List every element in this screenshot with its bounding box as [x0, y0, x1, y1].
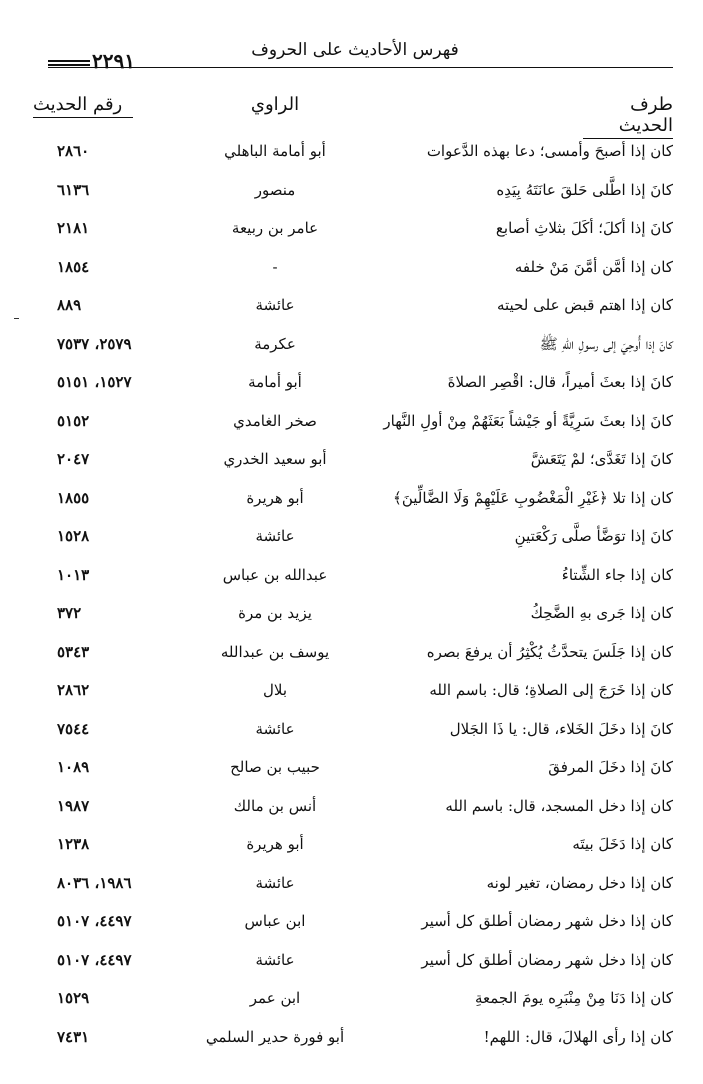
- hadith-number: ٤٤٩٧، ٥١٠٧: [57, 912, 132, 930]
- table-row: [0, 400, 703, 439]
- table-row: [0, 515, 703, 554]
- hadith-number: ٧٤٣١: [57, 1027, 90, 1046]
- table-row: [0, 785, 703, 824]
- hadith-text: كانَ إذا دخَلَ الخَلاء، قال: يا ذَا الجَلال: [449, 719, 673, 738]
- page-number-rule: [48, 60, 90, 66]
- hadith-number: ١٨٥٤: [57, 257, 90, 276]
- narrator: صخر الغامدي: [233, 411, 317, 430]
- hadith-number: ١٥٢٩: [57, 989, 90, 1007]
- narrator: حبيب بن صالح: [230, 758, 320, 776]
- narrator: أبو هريرة: [246, 488, 304, 507]
- hadith-text: كانَ إذا بعثَ أميراً، قال: اقْصِر الصلاةَ: [447, 373, 673, 391]
- hadith-number: ٣٧٢: [57, 604, 82, 622]
- hadith-number: ٧٥٤٤: [57, 719, 90, 738]
- hadith-text: كانَ إذا بعثَ سَرِيَّةً أو جَيْشاً بَعَثَهُمْ مِنْ أولِ النَّهار: [383, 411, 673, 430]
- hadith-text: كانَ إذا توَضَّأ صلَّى رَكْعَتينِ: [514, 527, 673, 545]
- hadith-text: كان إذا دَنَا مِنْ مِنْبَرِه يومَ الجمعةِ: [474, 989, 673, 1007]
- table-row: [0, 169, 703, 208]
- hadith-text: كان إذا خَرَجَ إلى الصلاةِ؛ قال: باسم الله: [429, 681, 673, 699]
- hadith-number: ٢١٨١: [57, 219, 90, 237]
- narrator: أبو أمامة الباهلي: [224, 142, 326, 160]
- narrator: أنس بن مالك: [233, 796, 317, 815]
- table-row: [0, 900, 703, 939]
- hadith-text: كان إذا جَلَسَ يتحدَّثُ يُكْثِرُ أن يرفعَ بصره: [426, 642, 673, 661]
- narrator: بلال: [262, 681, 288, 699]
- hadith-number: ١٥٢٧، ٥١٥١: [57, 373, 132, 391]
- hadith-number: ٢٠٤٧: [57, 450, 90, 468]
- hadith-number: ١٠١٣: [57, 565, 90, 584]
- table-row: [0, 977, 703, 1016]
- index-table: [0, 130, 703, 1054]
- narrator: عائشة: [255, 873, 295, 892]
- table-row: [0, 438, 703, 477]
- table-row: [0, 1016, 703, 1055]
- running-header: فهرس الأحاديث على الحروف: [251, 40, 459, 60]
- column-header-hadith: طرف الحديث: [583, 94, 673, 139]
- hadith-number: ١٢٣٨: [57, 835, 90, 853]
- hadith-text: كان إذا دخل المسجد، قال: باسم الله: [445, 796, 673, 815]
- narrator: عائشة: [255, 950, 295, 969]
- hadith-text: كانَ إذا تَغَدَّى؛ لمْ يَتَعَشَّ: [530, 450, 673, 468]
- narrator: ابن عمر: [249, 989, 301, 1007]
- table-row: [0, 284, 703, 323]
- narrator: عائشة: [255, 527, 295, 545]
- narrator: عامر بن ربيعة: [231, 219, 319, 237]
- hadith-number: ٢٨٦٠: [57, 142, 90, 160]
- table-row: [0, 862, 703, 901]
- table-row: [0, 130, 703, 169]
- hadith-number: ١٩٨٧: [57, 796, 90, 815]
- narrator: يزيد بن مرة: [238, 604, 312, 622]
- hadith-number: ٥١٥٢: [57, 411, 90, 430]
- table-row: [0, 246, 703, 285]
- table-row: [0, 823, 703, 862]
- column-header-number: رقم الحديث: [33, 94, 133, 118]
- table-row: [0, 361, 703, 400]
- hadith-text: كان إذا رأى الهلالَ، قال: اللهم!: [483, 1027, 673, 1046]
- narrator: أبو فورة حدير السلمي: [205, 1027, 345, 1046]
- hadith-text: كان إذا دخل رمضان، تغير لونه: [486, 873, 673, 892]
- hadith-number: ١٠٨٩: [57, 758, 90, 776]
- hadith-text: كان إذا دَخَلَ بيتَه: [572, 835, 673, 853]
- hadith-text: كان إذا جَرى بهِ الضَّحِكُ: [530, 604, 673, 622]
- hadith-number: ٤٤٩٧، ٥١٠٧: [57, 950, 132, 969]
- page-number: ٢٢٩١: [92, 49, 135, 73]
- column-header-narrator: الراوي: [250, 94, 300, 115]
- narrator: عائشة: [255, 719, 295, 738]
- table-row: [0, 708, 703, 747]
- narrator: أبو أمامة: [248, 373, 302, 391]
- hadith-number: ١٩٨٦، ٨٠٣٦: [57, 873, 132, 892]
- narrator: -: [272, 257, 278, 276]
- narrator: عكرمة: [254, 334, 296, 353]
- margin-mark: [14, 318, 19, 319]
- hadith-text: كان إذا أصبحَ وأمسى؛ دعا بهذه الدَّعوات: [426, 142, 673, 160]
- hadith-text: كانَ إذا اطَّلى حَلقَ عانَتَهُ بِيَدِه: [496, 180, 673, 199]
- table-row: [0, 477, 703, 516]
- hadith-number: ٨٨٩: [57, 296, 82, 314]
- hadith-text: كان إذا اهتم قبض على لحيته: [496, 296, 673, 314]
- header-rule: [48, 67, 673, 68]
- table-row: [0, 746, 703, 785]
- narrator: أبو سعيد الخدري: [223, 450, 327, 468]
- narrator: عائشة: [255, 296, 295, 314]
- hadith-text: كانَ إذا أكلَ؛ أكَلَ بثلاثِ أصابع: [495, 219, 673, 237]
- table-row: [0, 207, 703, 246]
- hadith-number: ١٥٢٨: [57, 527, 90, 545]
- narrator: عبدالله بن عباس: [222, 565, 328, 584]
- hadith-number: ١٨٥٥: [57, 488, 90, 507]
- hadith-number: ٦١٣٦: [57, 180, 90, 199]
- hadith-text: كان إذا جاء الشِّتاءُ: [561, 565, 673, 584]
- hadith-text: كانَ إذا دخَلَ المرفقَ: [548, 758, 673, 776]
- hadith-number: ٢٨٦٢: [57, 681, 90, 699]
- hadith-text: كان إذا دخل شهر رمضان أطلق كل أسير: [421, 950, 673, 969]
- table-row: [0, 592, 703, 631]
- narrator: يوسف بن عبدالله: [220, 642, 330, 661]
- hadith-text: كان إذا تلا ﴿غَيْرِ الْمَغْضُوبِ عَلَيْهِمْ وَلَا الضَّالِّينَ﴾: [393, 488, 673, 507]
- narrator: ابن عباس: [244, 912, 306, 930]
- table-row: [0, 323, 703, 362]
- table-row: [0, 669, 703, 708]
- table-row: [0, 939, 703, 978]
- table-row: [0, 554, 703, 593]
- hadith-number: ٥٣٤٣: [57, 642, 90, 661]
- hadith-text: كان إذا دخل شهر رمضان أطلق كل أسير: [421, 912, 673, 930]
- hadith-text: كان إذا أمَّن أمَّنَ مَنْ خلفه: [514, 257, 673, 276]
- hadith-number: ٢٥٧٩، ٧٥٣٧: [57, 334, 132, 353]
- narrator: أبو هريرة: [246, 835, 304, 853]
- table-row: [0, 631, 703, 670]
- hadith-text: كانَ إذا أُوحِيَ إلى رسولِ اللهِ ﷺ: [539, 334, 673, 353]
- narrator: منصور: [254, 180, 296, 199]
